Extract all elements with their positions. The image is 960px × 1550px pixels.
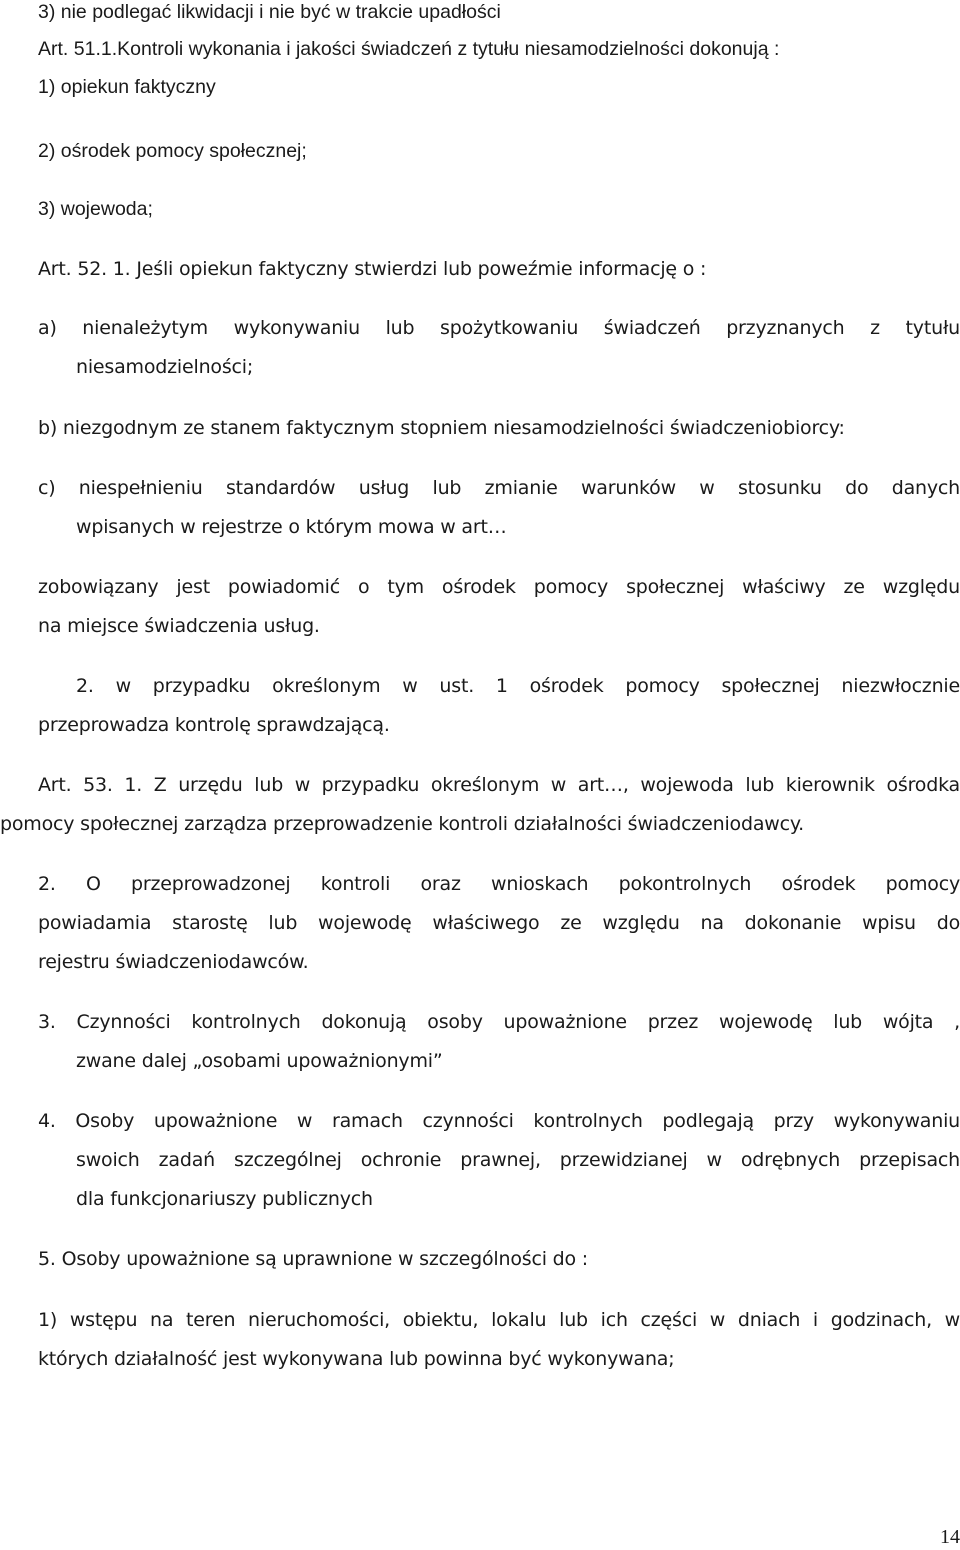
text-line: 3) wojewoda; [38,198,153,220]
art53-item-1: 1) wstępu na teren nieruchomości, obiektu, lokalu lub ich części w dniach i godzinach, w [38,1309,960,1331]
art53-para-2-end: rejestru świadczeniodawców. [38,951,309,973]
art52-conclusion-cont: na miejsce świadczenia usług. [38,615,320,637]
art53-para-4-end: dla funkcjonariuszy publicznych [76,1188,373,1210]
art53-para-5: 5. Osoby upoważnione są uprawnione w szczególności do : [38,1248,588,1270]
page-number: 14 [940,1526,960,1548]
art53-para-3-cont: zwane dalej „osobami upoważnionymi” [76,1050,443,1072]
art53-para-2-cont: powiadamia starostę lub wojewodę właściwego ze względu na dokonanie wpisu do [38,912,960,934]
art53-item-1-cont: których działalność jest wykonywana lub powinna być wykonywana; [38,1348,675,1370]
art52-conclusion: zobowiązany jest powiadomić o tym ośrodek pomocy społecznej właściwy ze względu [38,576,960,598]
text-line: 2) ośrodek pomocy społecznej; [38,140,307,162]
text-line: Art. 51.1.Kontroli wykonania i jakości świadczeń z tytułu niesamodzielności dokonują : [38,38,780,60]
art53-para-1: Art. 53. 1. Z urzędu lub w przypadku określonym w art…, wojewoda lub kierownik ośrodka [38,774,960,796]
text-line: 1) opiekun faktyczny [38,76,216,98]
art52-item-c-cont: wpisanych w rejestrze o którym mowa w art… [76,516,507,538]
text-line: 3) nie podlegać likwidacji i nie być w trakcie upadłości [38,1,501,23]
art52-item-b: b) niezgodnym ze stanem faktycznym stopniem niesamodzielności świadczeniobiorcy: [38,417,845,439]
art52-item-a-cont: niesamodzielności; [76,356,254,378]
art52-para-2-cont: przeprowadza kontrolę sprawdzającą. [38,714,390,736]
art53-para-4-cont: swoich zadań szczególnej ochronie prawnej, przewidzianej w odrębnych przepisach [76,1149,960,1171]
art52-intro: Art. 52. 1. Jeśli opiekun faktyczny stwierdzi lub poweźmie informację o : [38,258,707,280]
art53-para-3: 3. Czynności kontrolnych dokonują osoby upoważnione przez wojewodę lub wójta , [38,1011,960,1033]
art52-item-a: a) nienależytym wykonywaniu lub spożytkowaniu świadczeń przyznanych z tytułu [38,317,960,339]
art52-item-c: c) niespełnieniu standardów usług lub zmianie warunków w stosunku do danych [38,477,960,499]
art53-para-4: 4. Osoby upoważnione w ramach czynności kontrolnych podlegają przy wykonywaniu [38,1110,960,1132]
art53-para-1-cont: pomocy społecznej zarządza przeprowadzenie kontroli działalności świadczeniodawcy. [0,813,805,835]
art53-para-2: 2. O przeprowadzonej kontroli oraz wnioskach pokontrolnych ośrodek pomocy [38,873,960,895]
art52-para-2: 2. w przypadku określonym w ust. 1 ośrodek pomocy społecznej niezwłocznie [76,675,960,697]
